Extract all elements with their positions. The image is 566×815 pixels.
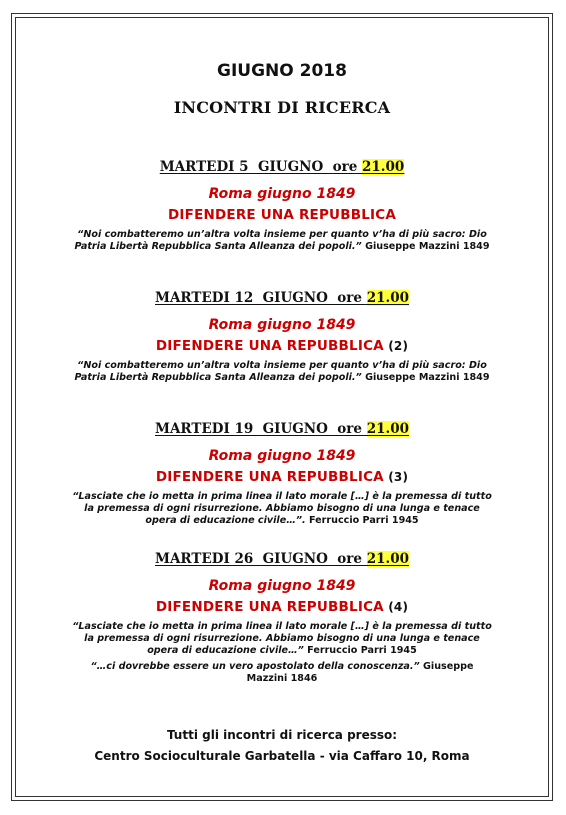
event-date bbox=[15, 290, 549, 306]
event-date-label: MARTEDI 26 GIUGNO ore bbox=[155, 551, 367, 567]
event-title-text: DIFENDERE UNA REPUBBLICA bbox=[168, 207, 396, 223]
event-number: (2) bbox=[383, 339, 409, 353]
event-date bbox=[15, 159, 549, 175]
event-title bbox=[15, 599, 549, 615]
event-4 bbox=[15, 551, 549, 685]
event-place: Roma giugno 1849 bbox=[208, 448, 356, 464]
event-2 bbox=[15, 290, 549, 384]
event-title-text: DIFENDERE UNA REPUBBLICA bbox=[155, 338, 384, 354]
event-date-label: MARTEDI 5 GIUGNO ore bbox=[159, 159, 363, 175]
event-time: 21.00 bbox=[366, 290, 409, 306]
flyer-content bbox=[15, 17, 549, 797]
quote-author: Ferruccio Parri 1945 bbox=[305, 515, 419, 526]
event-title bbox=[15, 338, 549, 354]
footer-venue-address: Centro Socioculturale Garbatella - via Caffaro 10, Roma bbox=[94, 749, 470, 763]
event-time: 21.00 bbox=[362, 159, 405, 175]
event-1 bbox=[15, 159, 549, 253]
page-title: GIUGNO 2018 bbox=[217, 61, 347, 81]
quote-author: Ferruccio Parri 1945 bbox=[303, 645, 417, 656]
event-date bbox=[15, 421, 549, 437]
event-quote bbox=[72, 661, 492, 685]
quote-author: Giuseppe Mazzini 1849 bbox=[361, 372, 490, 383]
event-quote bbox=[72, 360, 492, 384]
event-quote bbox=[72, 621, 492, 657]
event-date-label: MARTEDI 19 GIUGNO ore bbox=[155, 421, 367, 437]
event-title-text: DIFENDERE UNA REPUBBLICA bbox=[155, 469, 384, 485]
quote-text: “Lasciate che io metta in prima linea il lato morale […] è la premessa di tutto la premessa di ogni risurrezione. Abbiamo bisogno di una lunga e tenace opera di educazione civile…” bbox=[72, 621, 492, 656]
event-title bbox=[15, 207, 549, 223]
event-quote bbox=[72, 229, 492, 253]
event-3 bbox=[15, 421, 549, 527]
quote-text: “Noi combatteremo un’altra volta insieme per quanto v’ha di più sacro: Dio Patria Libertà Repubblica Santa Alleanza dei popoli.” bbox=[74, 360, 487, 383]
quote-author: Giuseppe Mazzini 1846 bbox=[246, 661, 474, 684]
quote-text: “Noi combatteremo un’altra volta insieme per quanto v’ha di più sacro: Dio Patria Libertà Repubblica Santa Alleanza dei popoli.” bbox=[74, 229, 487, 252]
event-quote bbox=[72, 491, 492, 527]
event-date bbox=[15, 551, 549, 567]
event-time: 21.00 bbox=[366, 551, 409, 567]
event-number: (4) bbox=[383, 600, 409, 614]
page-subtitle: INCONTRI DI RICERCA bbox=[173, 98, 391, 117]
quote-text: “…ci dovrebbe essere un vero apostolato della conoscenza.” bbox=[90, 661, 420, 672]
event-number: (3) bbox=[383, 470, 409, 484]
event-time: 21.00 bbox=[366, 421, 409, 437]
event-place: Roma giugno 1849 bbox=[208, 186, 356, 202]
event-title-text: DIFENDERE UNA REPUBBLICA bbox=[155, 599, 384, 615]
event-place: Roma giugno 1849 bbox=[208, 317, 356, 333]
footer-venue-intro: Tutti gli incontri di ricerca presso: bbox=[166, 728, 398, 742]
event-title bbox=[15, 469, 549, 485]
event-place: Roma giugno 1849 bbox=[208, 578, 356, 594]
quote-author: Giuseppe Mazzini 1849 bbox=[361, 241, 490, 252]
event-date-label: MARTEDI 12 GIUGNO ore bbox=[155, 290, 367, 306]
quote-text: “Lasciate che io metta in prima linea il lato morale […] è la premessa di tutto la premessa di ogni risurrezione. Abbiamo bisogno di una lunga e tenace opera di educazione civile…”. bbox=[72, 491, 492, 526]
